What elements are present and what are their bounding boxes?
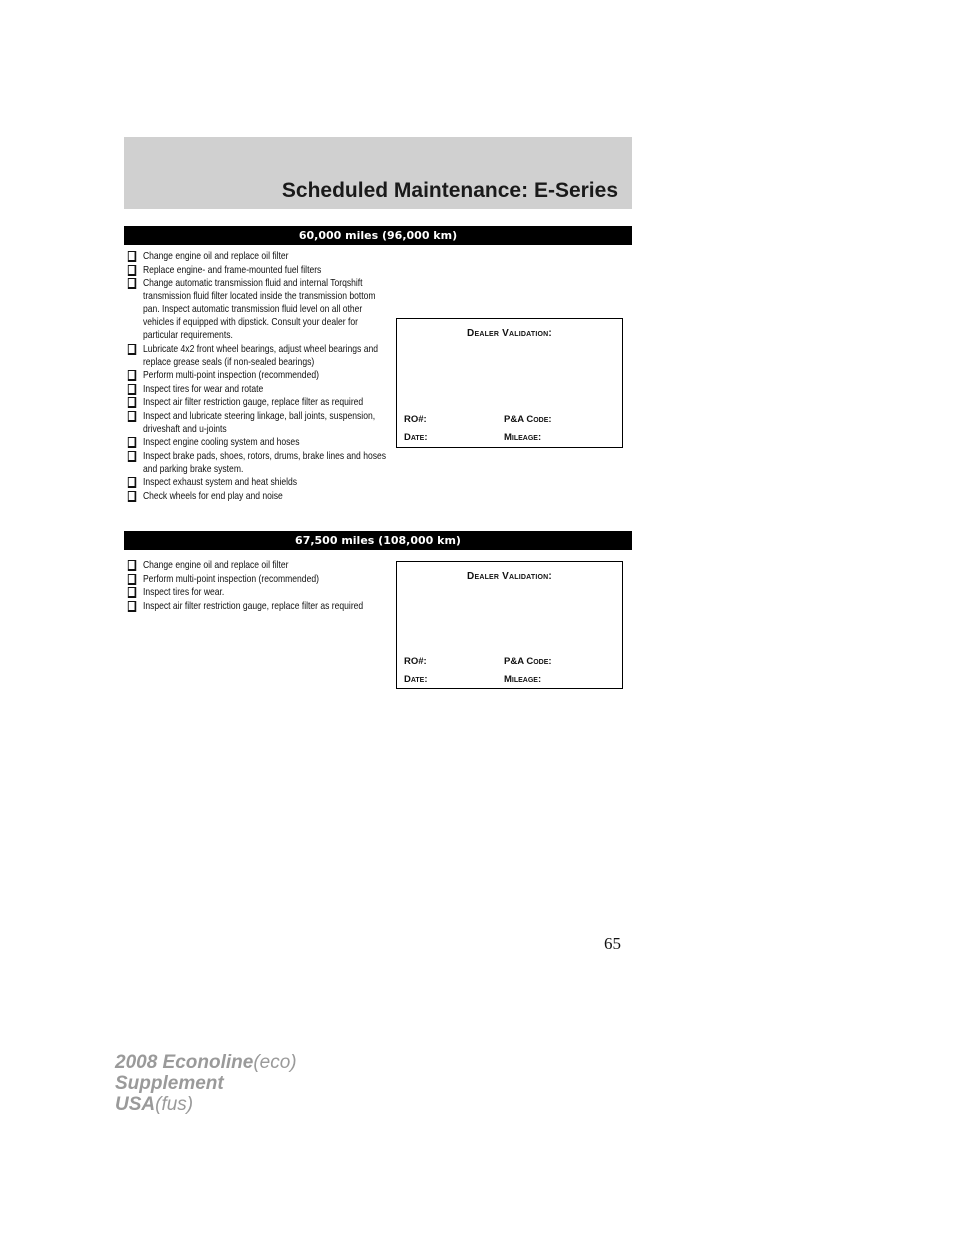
- checkbox-icon[interactable]: [128, 384, 136, 395]
- footer-edition: [115, 1052, 297, 1115]
- date-field-label: Date:: [404, 432, 428, 443]
- footer-market: USA: [115, 1094, 156, 1115]
- pa-code-field-label: P&A Code:: [504, 414, 552, 425]
- checkbox-icon[interactable]: [128, 397, 136, 408]
- list-item[interactable]: Perform multi-point inspection (recommended): [127, 369, 389, 382]
- section-heading-60000: 60,000 miles (96,000 km): [124, 226, 632, 245]
- list-item[interactable]: Inspect tires for wear and rotate: [127, 383, 389, 396]
- list-item[interactable]: Change engine oil and replace oil filter: [127, 559, 389, 572]
- footer-model: 2008 Econoline: [115, 1052, 254, 1073]
- list-item[interactable]: Inspect engine cooling system and hoses: [127, 436, 389, 449]
- checkbox-icon[interactable]: [128, 560, 136, 571]
- mileage-field-label: Mileage:: [504, 674, 542, 685]
- checkbox-icon[interactable]: [128, 437, 136, 448]
- list-item[interactable]: Replace engine- and frame-mounted fuel filters: [127, 264, 389, 277]
- list-item[interactable]: Inspect exhaust system and heat shields: [127, 476, 389, 489]
- task-list-67500: [127, 559, 389, 613]
- checkbox-icon[interactable]: [128, 477, 136, 488]
- list-item[interactable]: Check wheels for end play and noise: [127, 490, 389, 503]
- mileage-field-label: Mileage:: [504, 432, 542, 443]
- list-item[interactable]: Change automatic transmission fluid and internal Torqshift transmission fluid filter located inside the transmission bottom pan. Inspect automatic transmission fluid level on all other vehicles if equipped with dipstick. Consult your dealer for particular requirements.: [127, 277, 389, 342]
- list-item[interactable]: Inspect brake pads, shoes, rotors, drums, brake lines and hoses and parking brake system.: [127, 450, 389, 476]
- ro-field-label: RO#:: [404, 656, 427, 667]
- list-item[interactable]: Change engine oil and replace oil filter: [127, 250, 389, 263]
- checkbox-icon[interactable]: [128, 251, 136, 262]
- dealer-validation-box: [396, 318, 623, 448]
- list-item[interactable]: Inspect tires for wear.: [127, 586, 389, 599]
- checkbox-icon[interactable]: [128, 574, 136, 585]
- checkbox-icon[interactable]: [128, 451, 136, 462]
- validation-title: Dealer Validation:: [467, 571, 552, 582]
- list-item[interactable]: Lubricate 4x2 front wheel bearings, adjust wheel bearings and replace grease seals (if non-sealed bearings): [127, 343, 389, 369]
- page-number: 65: [604, 934, 621, 953]
- task-list-60000: [127, 250, 389, 503]
- footer-market-code: (fus): [155, 1094, 194, 1115]
- checkbox-icon[interactable]: [128, 278, 136, 289]
- footer-supplement: Supplement: [115, 1073, 224, 1094]
- checkbox-icon[interactable]: [128, 601, 136, 612]
- checkbox-icon[interactable]: [128, 344, 136, 355]
- checkbox-icon[interactable]: [128, 370, 136, 381]
- pa-code-field-label: P&A Code:: [504, 656, 552, 667]
- checkbox-icon[interactable]: [128, 411, 136, 422]
- validation-title: Dealer Validation:: [467, 328, 552, 339]
- list-item[interactable]: Inspect and lubricate steering linkage, ball joints, suspension, driveshaft and u-joints: [127, 410, 389, 436]
- list-item[interactable]: Inspect air filter restriction gauge, replace filter as required: [127, 600, 389, 613]
- header-band: [124, 137, 632, 209]
- list-item[interactable]: Perform multi-point inspection (recommended): [127, 573, 389, 586]
- dealer-validation-box: [396, 561, 623, 689]
- footer-model-code: (eco): [253, 1052, 297, 1073]
- ro-field-label: RO#:: [404, 414, 427, 425]
- checkbox-icon[interactable]: [128, 265, 136, 276]
- section-heading-67500: 67,500 miles (108,000 km): [124, 531, 632, 550]
- checkbox-icon[interactable]: [128, 587, 136, 598]
- date-field-label: Date:: [404, 674, 428, 685]
- page-title: Scheduled Maintenance: E-Series: [281, 179, 618, 202]
- checkbox-icon[interactable]: [128, 491, 136, 502]
- list-item[interactable]: Inspect air filter restriction gauge, replace filter as required: [127, 396, 389, 409]
